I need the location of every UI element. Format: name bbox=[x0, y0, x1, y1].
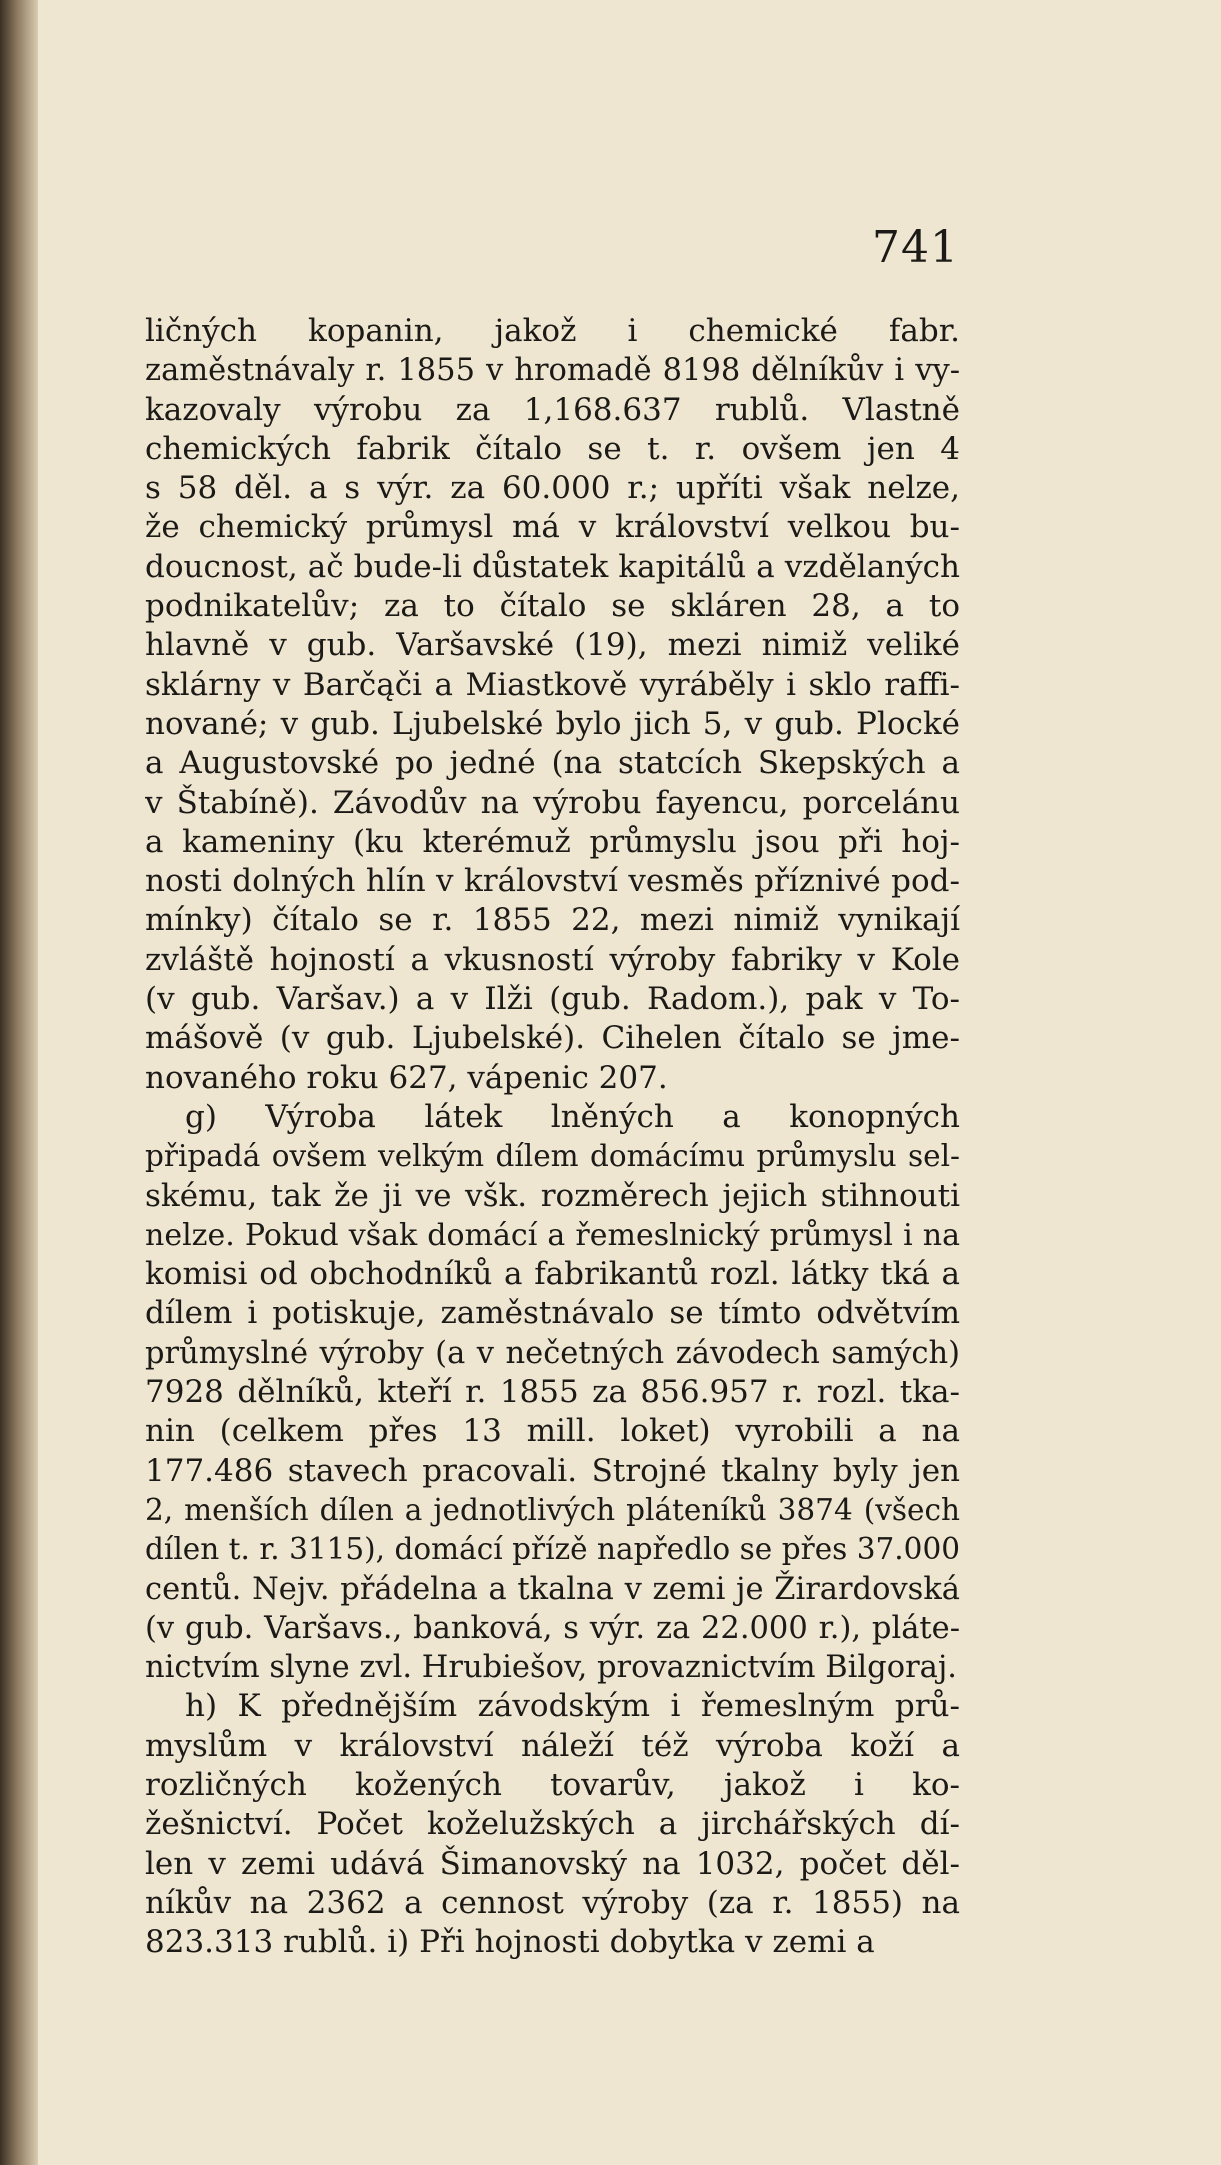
text-line: 823.313 rublů. i) Při hojnosti dobytka v zemi a bbox=[145, 1924, 875, 1961]
text-line: h) K přednějším závodským i řemeslným prů- bbox=[185, 1688, 960, 1725]
text-line: dílen t. r. 3115), domácí přízě napředlo se přes 37.000 bbox=[145, 1532, 960, 1567]
text-line: žešnictví. Počet koželužských a jirchářských dí- bbox=[145, 1806, 960, 1843]
text-line: mášově (v gub. Ljubelské). Cihelen čítalo se jme- bbox=[145, 1020, 960, 1057]
text-line: hlavně v gub. Varšavské (19), mezi nimiž veliké bbox=[145, 627, 960, 664]
text-line: nelze. Pokud však domácí a řemeslnický průmysl i na bbox=[145, 1217, 960, 1253]
page-number: 741 bbox=[872, 222, 959, 273]
text-line: kazovaly výrobu za 1,168.637 rublů. Vlastně bbox=[145, 391, 960, 428]
text-line: že chemický průmysl má v království velkou bu- bbox=[145, 509, 960, 546]
text-line: nin (celkem přes 13 mill. loket) vyrobili a na bbox=[145, 1413, 960, 1450]
text-line: dílem i potiskuje, zaměstnávalo se tímto odvětvím bbox=[145, 1295, 960, 1332]
text-line: nictvím slyne zvl. Hrubiešov, provaznictvím Bilgoraj. bbox=[145, 1650, 957, 1686]
text-line: níkův na 2362 a cennost výroby (za r. 1855) na bbox=[145, 1884, 960, 1921]
text-line: podnikatelův; za to čítalo se skláren 28, a to bbox=[145, 588, 960, 625]
text-line: len v zemi udává Šimanovský na 1032, počet děl- bbox=[145, 1845, 960, 1882]
text-line: 177.486 stavech pracovali. Strojné tkalny byly jen bbox=[145, 1452, 960, 1489]
text-line: sklárny v Barčąči a Miastkově vyráběly i sklo raffi- bbox=[145, 666, 960, 703]
page-gutter bbox=[0, 0, 38, 2165]
text-line: ličných kopanin, jakož i chemické fabr. bbox=[145, 313, 960, 349]
text-line: skému, tak že ji ve všk. rozměrech jejich stihnouti bbox=[145, 1177, 960, 1214]
text-line: zaměstnávaly r. 1855 v hromadě 8198 dělníkův i vy- bbox=[145, 353, 960, 389]
text-line: centů. Nejv. přádelna a tkalna v zemi je Žirardovská bbox=[145, 1571, 960, 1607]
text-line: zvláště hojností a vkusností výroby fabriky v Kole bbox=[145, 941, 960, 978]
text-line: a Augustovské po jedné (na statcích Skepských a bbox=[145, 745, 960, 782]
text-line: připadá ovšem velkým dílem domácímu průmyslu sel- bbox=[145, 1139, 960, 1174]
text-line: rozličných kožených tovarův, jakož i ko- bbox=[145, 1766, 960, 1803]
text-line: s 58 děl. a s výr. za 60.000 r.; upříti však nelze, bbox=[145, 470, 960, 507]
text-line: (v gub. Varšav.) a v Ilži (gub. Radom.), pak v To- bbox=[145, 981, 960, 1018]
text-line: v Štabíně). Závodův na výrobu fayencu, porcelánu bbox=[145, 784, 960, 821]
text-line: 2, menších dílen a jednotlivých pláteníků 3874 (všech bbox=[145, 1492, 960, 1527]
text-body bbox=[145, 312, 960, 1962]
text-line: myslům v království náleží též výroba koží a bbox=[145, 1727, 960, 1764]
text-line: komisi od obchodníků a fabrikantů rozl. látky tká a bbox=[145, 1256, 960, 1293]
text-line: 7928 dělníků, kteří r. 1855 za 856.957 r. rozl. tka- bbox=[145, 1374, 960, 1411]
text-line: (v gub. Varšavs., banková, s výr. za 22.000 r.), pláte- bbox=[145, 1610, 960, 1646]
text-line: nované; v gub. Ljubelské bylo jich 5, v gub. Plocké bbox=[145, 705, 960, 742]
text-line: průmyslné výroby (a v nečetných závodech samých) bbox=[145, 1335, 960, 1371]
text-line: doucnost, ač bude-li důstatek kapitálů a vzdělaných bbox=[145, 548, 960, 585]
text-line: g) Výroba látek lněných a konopných bbox=[185, 1098, 960, 1135]
text-line: nosti dolných hlín v království vesměs příznivé pod- bbox=[145, 863, 960, 900]
text-line: mínky) čítalo se r. 1855 22, mezi nimiž vynikají bbox=[145, 902, 960, 939]
text-line: chemických fabrik čítalo se t. r. ovšem jen 4 bbox=[145, 430, 960, 467]
text-line: novaného roku 627, vápenic 207. bbox=[145, 1059, 668, 1096]
text-line: a kameniny (ku kterémuž průmyslu jsou při hoj- bbox=[145, 823, 960, 860]
